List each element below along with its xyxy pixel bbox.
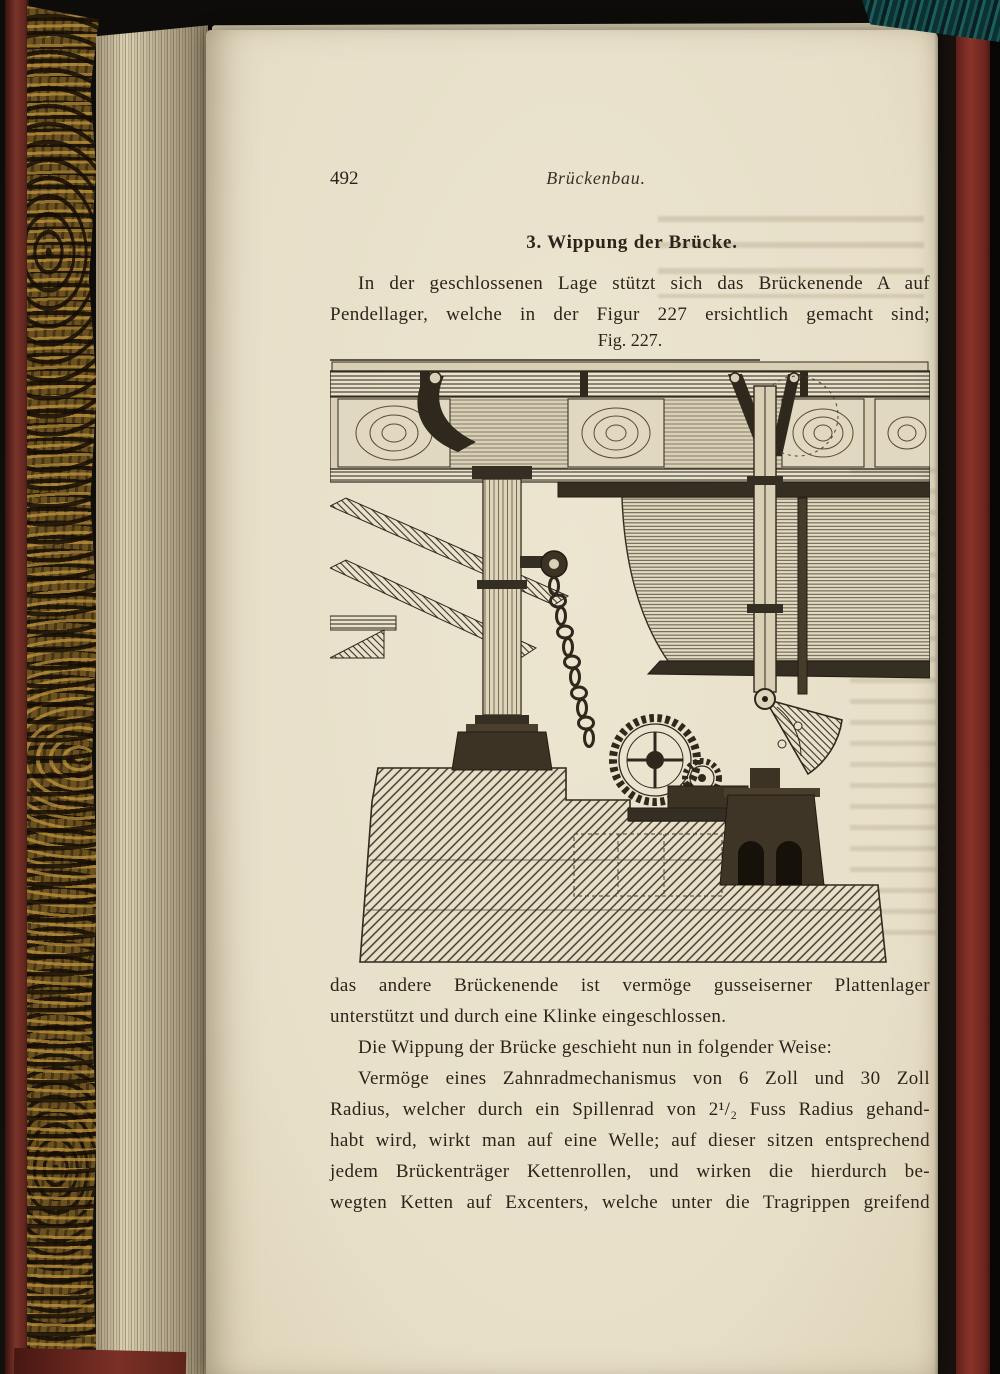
paragraph: [330, 970, 930, 1032]
marbled-cover-edge: [27, 6, 99, 1374]
paragraph: [330, 1032, 930, 1063]
text-line: jedem Brückenträger Kettenrollen, und wirken die hierdurch be-: [330, 1161, 930, 1182]
page-header: [330, 168, 930, 196]
text-line: das andere Brückenende ist vermöge gusseiserner Plattenlager: [330, 975, 930, 996]
paragraph: [330, 1063, 930, 1218]
text-line: Die Wippung der Brücke geschieht nun in folgender Weise:: [358, 1037, 833, 1058]
text-line: In der geschlossenen Lage stützt sich das Brückenende A auf: [358, 273, 930, 294]
right-cover-leather: [956, 0, 992, 1374]
bridge-mechanism-illustration: [330, 358, 930, 968]
deck-bottom-beam: [330, 469, 930, 482]
text-line: Vermöge eines Zahnradmechanismus von 6 Zoll und 30 Zoll: [358, 1068, 930, 1089]
text-line: wegten Ketten auf Excenters, welche unter die Tragrippen greifend: [330, 1192, 930, 1213]
page-number: 492: [330, 168, 359, 189]
text-line: unterstützt und durch eine Klinke eingeschlossen.: [330, 1006, 727, 1027]
figure-227-engraving: [330, 358, 930, 970]
section-heading: 3. Wippung der Brücke.: [526, 232, 738, 253]
page-block-edges: [96, 20, 208, 1374]
running-header: Brückenbau.: [546, 168, 646, 188]
book-spine-leather: [5, 0, 29, 1374]
cover-bottom-corner: [14, 1348, 187, 1374]
paragraph: [330, 268, 930, 330]
text-line: Pendellager, welche in der Figur 227 ersichtlich gemacht sind;: [330, 304, 930, 325]
text-line: habt wird, wirkt man auf eine Welle; auf dieser sitzen entsprechend: [330, 1130, 930, 1151]
text-line: Radius, welcher durch ein Spillenrad von 2¹/₂ Fuss Radius gehand-: [330, 1099, 930, 1120]
book-page: [206, 30, 938, 1374]
figure-caption: Fig. 227.: [597, 330, 663, 350]
background-edge: [990, 0, 1000, 1374]
diagonal-struts: [330, 498, 568, 658]
plate-girder: [558, 482, 930, 678]
